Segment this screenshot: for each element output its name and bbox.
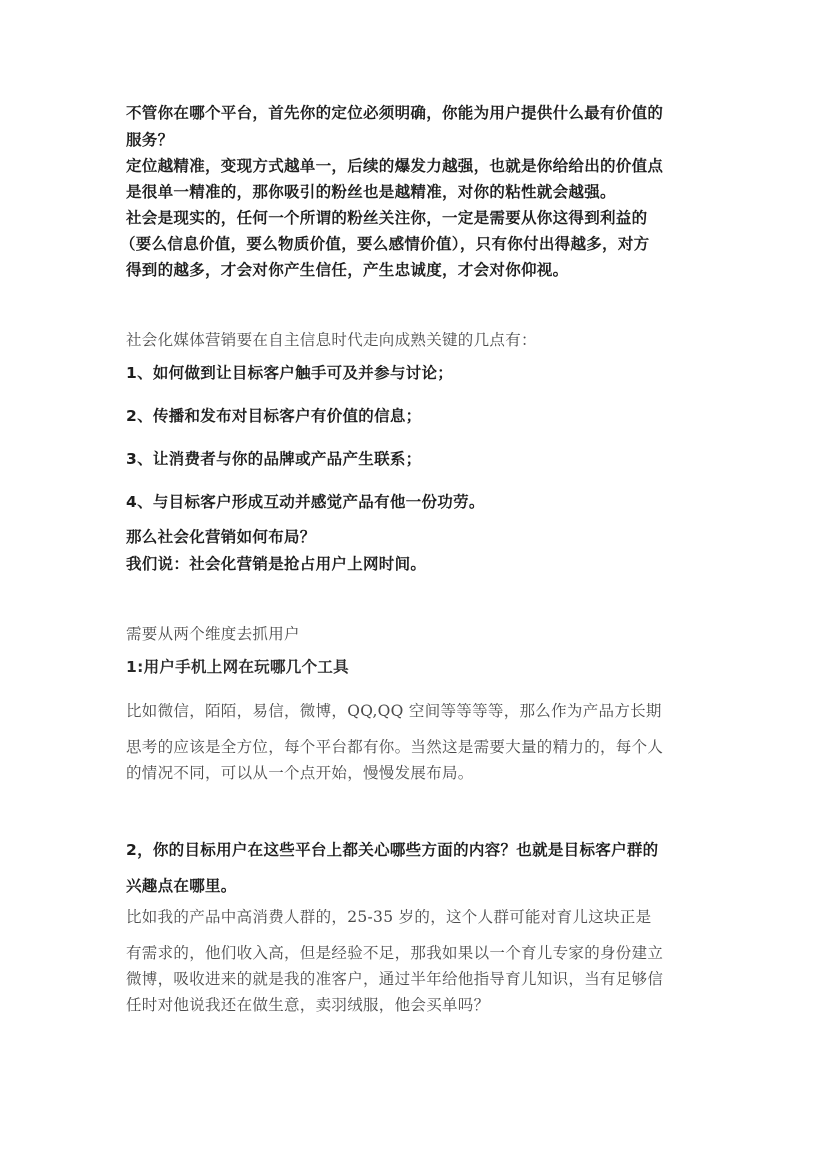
text-line: 定位越精准，变现方式越单一，后续的爆发力越强，也就是你给给出的价值点 bbox=[126, 157, 664, 175]
list-item: 3、让消费者与你的品牌或产品产生联系； bbox=[126, 450, 422, 468]
text-line: 社会是现实的，任何一个所谓的粉丝关注你，一定是需要从你这得到利益的 bbox=[126, 209, 648, 227]
list-item: 4、与目标客户形成互动并感觉产品有他一份功劳。 bbox=[126, 493, 485, 511]
list-item: 1、如何做到让目标客户触手可及并参与讨论； bbox=[126, 364, 454, 382]
paragraph-line: 比如微信，陌陌，易信，微博，QQ,QQ 空间等等等等，那么作为产品方长期 bbox=[126, 702, 662, 720]
subheading: 1:用户手机上网在玩哪几个工具 bbox=[126, 658, 349, 676]
intro-text: 需要从两个维度去抓用户 bbox=[126, 625, 300, 643]
text-line: 不管你在哪个平台，首先你的定位必须明确，你能为用户提供什么最有价值的 bbox=[126, 104, 664, 122]
paragraph-line: 比如我的产品中高消费人群的，25-35 岁的，这个人群可能对育儿这块正是 bbox=[126, 908, 652, 926]
paragraph-line: 微博，吸收进来的就是我的准客户，通过半年给他指导育儿知识，当有足够信 bbox=[126, 970, 664, 988]
subheading: 兴趣点在哪里。 bbox=[126, 877, 237, 895]
question-text: 那么社会化营销如何布局？ bbox=[126, 528, 316, 546]
paragraph-line: 思考的应该是全方位，每个平台都有你。当然这是需要大量的精力的，每个人 bbox=[126, 738, 664, 756]
subheading: 2，你的目标用户在这些平台上都关心哪些方面的内容？也就是目标客户群的 bbox=[126, 841, 659, 859]
text-line: （要么信息价值，要么物质价值，要么感情价值），只有你付出得越多，对方 bbox=[120, 235, 650, 253]
intro-text: 社会化媒体营销要在自主信息时代走向成熟关键的几点有： bbox=[126, 331, 537, 349]
paragraph-line: 有需求的，他们收入高，但是经验不足，那我如果以一个育儿专家的身份建立 bbox=[126, 944, 664, 962]
paragraph-line: 的情况不同，可以从一个点开始，慢慢发展布局。 bbox=[126, 764, 474, 782]
text-line: 服务？ bbox=[126, 131, 174, 149]
list-item: 2、传播和发布对目标客户有价值的信息； bbox=[126, 407, 422, 425]
paragraph-line: 任时对他说我还在做生意，卖羽绒服，他会买单吗？ bbox=[126, 996, 490, 1014]
text-line: 得到的越多，才会对你产生信任，产生忠诚度，才会对你仰视。 bbox=[126, 261, 569, 279]
text-line: 是很单一精准的，那你吸引的粉丝也是越精准，对你的粘性就会越强。 bbox=[126, 183, 616, 201]
answer-text: 我们说：社会化营销是抢占用户上网时间。 bbox=[126, 555, 427, 573]
